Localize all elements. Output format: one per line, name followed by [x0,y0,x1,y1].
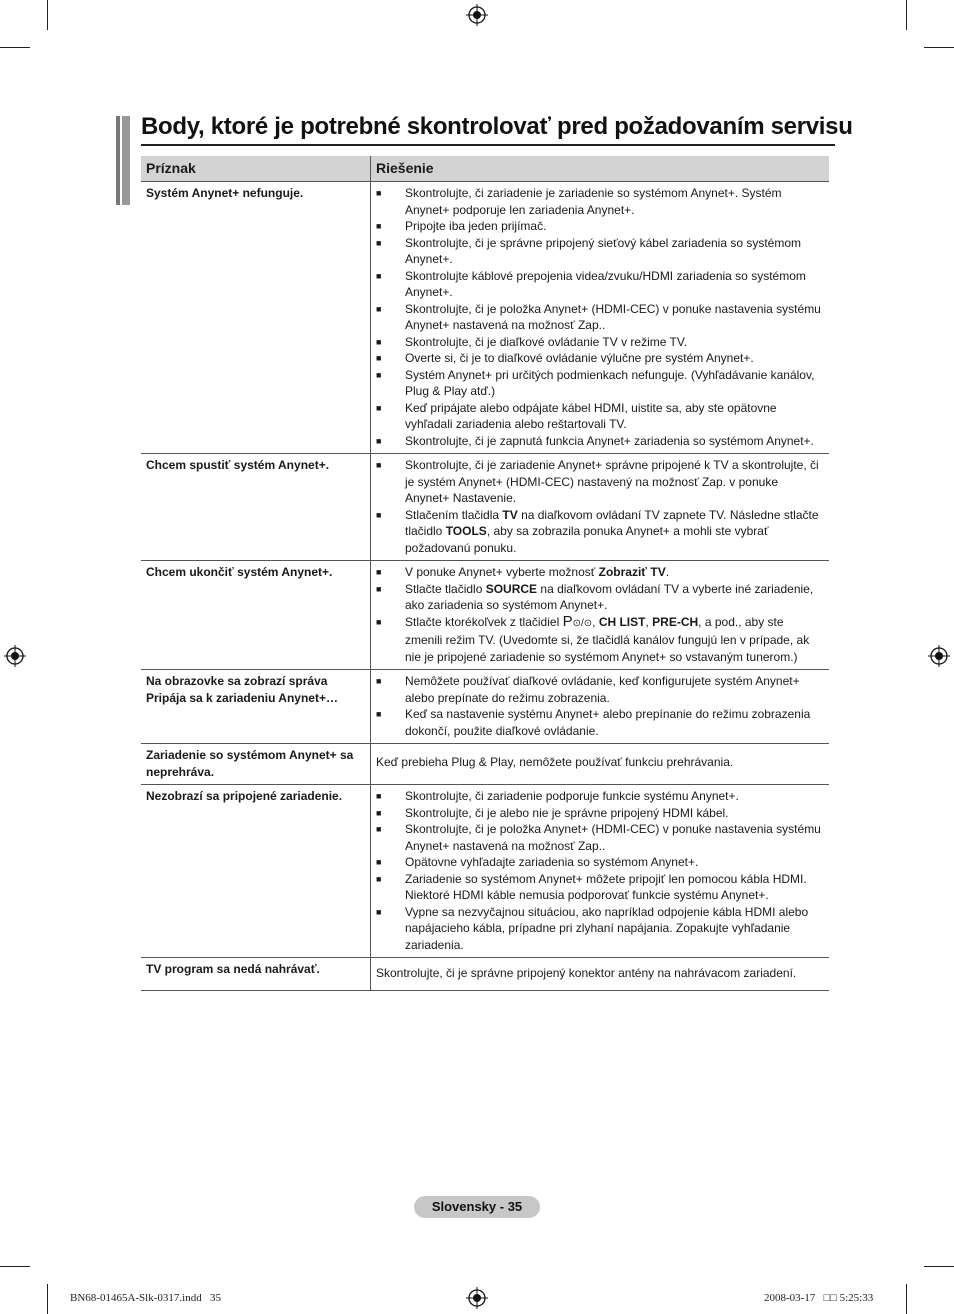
list-item: ■ Skontrolujte, či je alebo nie je správne pripojený HDMI kábel. [376,805,824,822]
list-item: ■ Vypne sa nezvyčajnou situáciou, ako napríklad odpojenie kábla HDMI alebo napájacieho kábla, prípadne pri zlyhaní napájania. Zopakujte vyhľadanie zariadenia. [376,904,824,954]
text-run: na diaľkovom ovládaní TV a vyberte iné zariadenie, ako zariadenia so systémom Anynet+. [405,581,814,612]
table-row [141,454,829,561]
text-run: , [645,614,653,629]
solution-list [376,673,824,739]
list-item: ■ Skontrolujte, či zariadenie podporuje funkcie systému Anynet+. [376,788,824,805]
registration-mark-icon [466,1287,488,1309]
menu-option-label: Zobraziť TV [598,565,666,579]
list-item: ■ Zariadenie so systémom Anynet+ môžete pripojiť len pomocou kábla HDMI. Niektoré HDMI káble nemusia podporovať funkcie systému Anynet+. [376,871,824,904]
crop-mark [0,1266,30,1267]
list-item: ■ Skontrolujte káblové prepojenia videa/zvuku/HDMI zariadenia so systémom Anynet+. [376,268,824,301]
text-run: na diaľkovom ovládaní TV zapnete TV. Následne stlačte tlačidlo [405,507,819,538]
solution-cell [371,454,830,561]
text-run: , a pod., aby ste zmenili režim TV. (Uvedomte si, že tlačidlá kanálov fungujú len v prípade, ak nie je pripojené zariadenie so systémom Anynet+ so vstavaným tunerom.) [405,614,810,664]
crop-mark [906,1284,907,1314]
list-item: ■ Opätovne vyhľadajte zariadenia so systémom Anynet+. [376,854,824,871]
list-item: ■ Systém Anynet+ pri určitých podmienkach nefunguje. (Vyhľadávanie kanálov, Plug & Play atď.) [376,367,824,400]
channel-arrows-icon: ⊙/⊙ [572,617,593,629]
file-slug: BN68-01465A-Slk-0317.indd 35 [70,1292,221,1304]
text-run: Stlačte tlačidlo [405,581,486,596]
symptom-cell: Na obrazovke sa zobrazí správa Pripája sa k zariadeniu Anynet+… [141,670,371,744]
crop-mark [0,47,30,48]
symptom-cell: TV program sa nedá nahrávať. [141,958,371,991]
crop-mark [924,1266,954,1267]
list-item [376,614,824,666]
solution-cell [371,561,830,670]
list-item: ■ Skontrolujte, či zariadenie je zariadenie so systémom Anynet+. Systém Anynet+ podporuje len zariadenia Anynet+. [376,185,824,218]
text-run: , [592,614,599,629]
table-row [141,744,829,785]
text-run: Stlačte ktorékoľvek z tlačidiel [405,614,563,629]
page-number-badge: Slovensky - 35 [414,1196,540,1218]
list-item: ■ Skontrolujte, či je zapnutá funkcia Anynet+ zariadenia so systémom Anynet+. [376,433,824,450]
solution-list [376,564,824,665]
list-item: ■ Skontrolujte, či je položka Anynet+ (HDMI-CEC) v ponuke nastavenia systému Anynet+ nastavená na možnosť Zap.. [376,821,824,854]
text-run: . [665,565,670,579]
list-item: ■ Pripojte iba jeden prijímač. [376,218,824,235]
crop-mark [47,1284,48,1314]
solution-list [376,457,824,556]
symptom-cell: Nezobrazí sa pripojené zariadenie. [141,785,371,958]
title-accent-bar [116,116,130,205]
registration-mark-icon [466,4,488,26]
timestamp-slug: 2008-03-17 □□ 5:25:33 [764,1292,874,1304]
troubleshooting-table [141,156,829,991]
tv-key-label: TV [502,507,518,522]
table-row [141,182,829,454]
solution-list [376,185,824,449]
list-item: ■ Skontrolujte, či je diaľkové ovládanie TV v režime TV. [376,334,824,351]
list-item [376,581,824,614]
solution-list [376,788,824,953]
solution-cell [371,670,830,744]
tools-key-label: TOOLS [445,524,487,538]
list-item: ■ Keď pripájate alebo odpájate kábel HDMI, uistite sa, aby ste opätovne vyhľadali zariadenia alebo reštartovali TV. [376,400,824,433]
table-header-row [141,156,829,182]
text-run: V ponuke Anynet+ vyberte možnosť [405,565,599,579]
title-underline [141,144,835,146]
list-item: ■ Skontrolujte, či je zariadenie Anynet+ správne pripojené k TV a skontrolujte, či je systém Anynet+ (HDMI-CEC) nastavený na možnosť Zap. v ponuke Anynet+ Nastavenie. [376,457,824,507]
column-header-symptom: Príznak [141,156,371,182]
solution-cell: Skontrolujte, či je správne pripojený konektor antény na nahrávacom zariadení. [371,958,830,991]
table-row [141,958,829,991]
table-row [141,785,829,958]
crop-mark [47,0,48,30]
solution-cell [371,785,830,958]
crop-mark [906,0,907,30]
crop-mark [924,47,954,48]
list-item: ■ Nemôžete používať diaľkové ovládanie, keď konfigurujete systém Anynet+ alebo prepínate do režimu zobrazenia. [376,673,824,706]
text-run: , aby sa zobrazila ponuka Anynet+ a mohli ste vybrať požadovanú ponuku. [405,524,769,555]
solution-cell: Keď prebieha Plug & Play, nemôžete používať funkciu prehrávania. [371,744,830,785]
registration-mark-icon [4,645,26,667]
pre-ch-key-label: PRE-CH [652,614,699,629]
source-key-label: SOURCE [485,581,538,596]
symptom-cell: Chcem spustiť systém Anynet+. [141,454,371,561]
symptom-cell: Systém Anynet+ nefunguje. [141,182,371,454]
list-item [376,507,824,557]
list-item: ■ Overte si, či je to diaľkové ovládanie výlučne pre systém Anynet+. [376,350,824,367]
column-header-solution: Riešenie [371,156,830,182]
list-item: ■ Skontrolujte, či je položka Anynet+ (HDMI-CEC) v ponuke nastavenia systému Anynet+ nastavená na možnosť Zap.. [376,301,824,334]
table-row [141,561,829,670]
text-run: Stlačením tlačidla [405,507,503,522]
symptom-cell: Zariadenie so systémom Anynet+ sa neprehráva. [141,744,371,785]
ch-list-key-label: CH LIST [598,614,646,629]
solution-cell [371,182,830,454]
list-item [376,564,824,581]
page-title: Body, ktoré je potrebné skontrolovať pred požadovaním servisu [141,113,853,140]
list-item: ■ Skontrolujte, či je správne pripojený sieťový kábel zariadenia so systémom Anynet+. [376,235,824,268]
registration-mark-icon [928,645,950,667]
symptom-cell: Chcem ukončiť systém Anynet+. [141,561,371,670]
table-row [141,670,829,744]
list-item: ■ Keď sa nastavenie systému Anynet+ alebo prepínanie do režimu zobrazenia dokončí, použite diaľkové ovládanie. [376,706,824,739]
channel-p-icon: P [562,612,573,630]
